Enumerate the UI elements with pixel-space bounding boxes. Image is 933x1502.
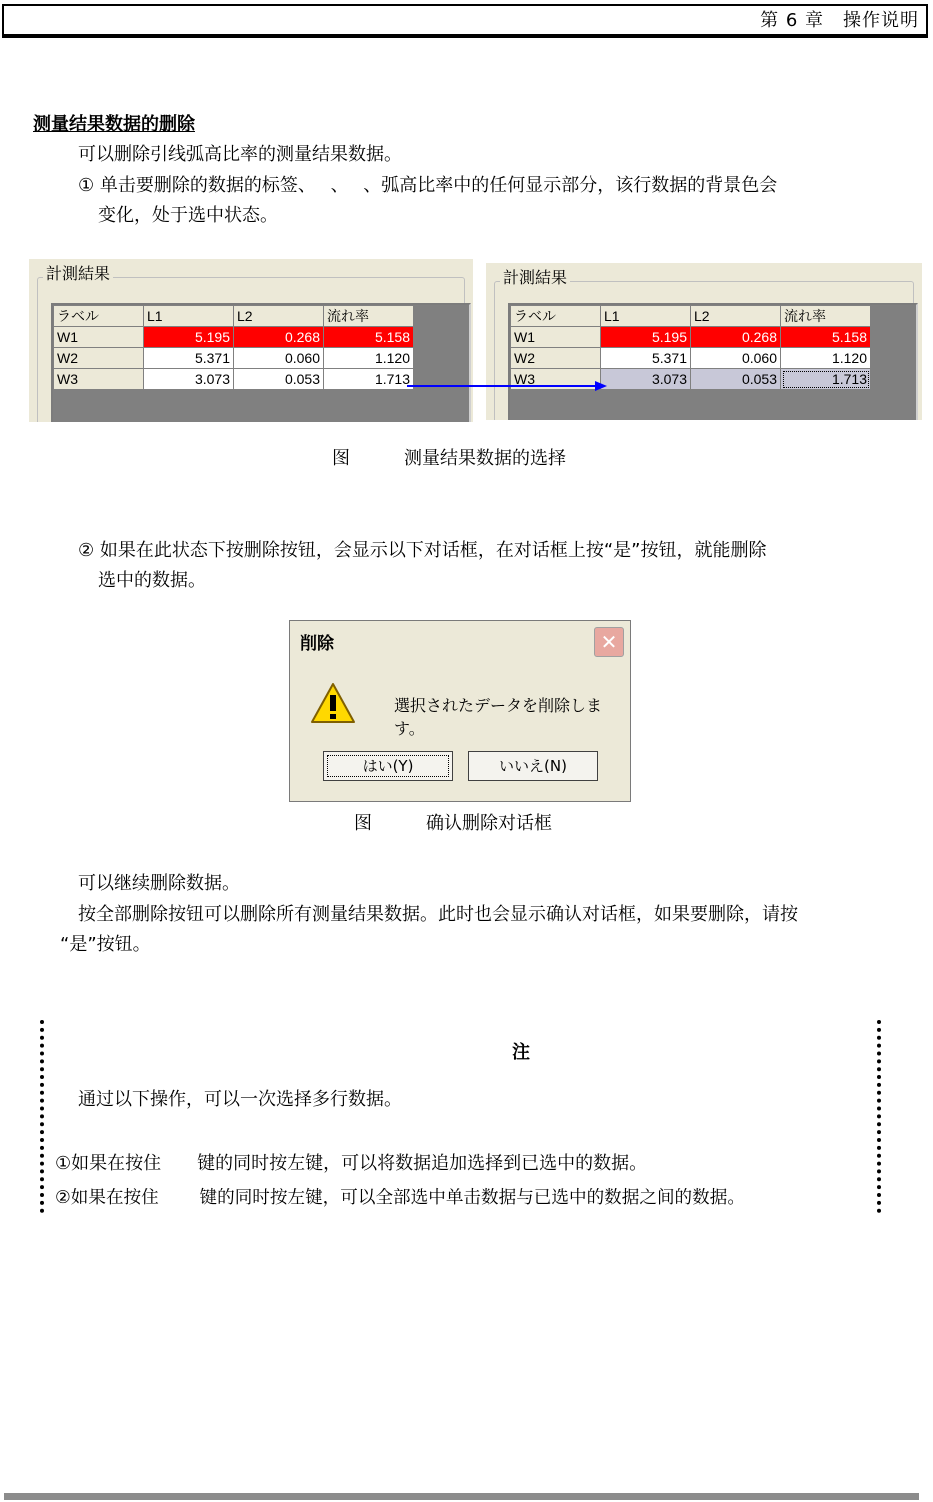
cell-value[interactable]: 0.053 <box>691 369 781 390</box>
cell-value[interactable]: 3.073 <box>601 369 691 390</box>
col-header-l1[interactable]: L1 <box>601 306 691 327</box>
table-row[interactable] <box>54 327 414 348</box>
close-icon[interactable]: ✕ <box>594 627 624 657</box>
cell-value[interactable]: 1.713 <box>781 369 871 390</box>
note-title: 注 <box>512 1042 530 1063</box>
groupbox-title: 計測結果 <box>43 263 113 285</box>
table-row[interactable] <box>54 369 414 390</box>
step1-line2: 变化，处于选中状态。 <box>98 205 278 226</box>
figure2-caption: 图 确认删除对话框 <box>354 813 552 834</box>
cell-value[interactable]: 0.268 <box>691 327 781 348</box>
dialog-message: 選択されたデータを削除します。 <box>394 696 603 738</box>
cell-value[interactable]: 5.158 <box>324 327 414 348</box>
col-header-ratio[interactable]: 流れ率 <box>324 306 414 327</box>
cell-value[interactable]: 1.713 <box>324 369 414 390</box>
chapter-title: 第 6 章 操作说明 <box>760 10 919 31</box>
footer-bar <box>4 1493 919 1500</box>
step2-line2: 选中的数据。 <box>98 570 206 591</box>
row-label[interactable]: W1 <box>511 327 601 348</box>
groupbox-title: 計測結果 <box>500 267 570 289</box>
intro-text: 可以删除引线弧高比率的测量结果数据。 <box>78 144 402 165</box>
cell-value[interactable]: 3.073 <box>144 369 234 390</box>
table-row[interactable] <box>511 327 871 348</box>
cell-value[interactable]: 0.060 <box>234 348 324 369</box>
cell-value[interactable]: 0.060 <box>691 348 781 369</box>
cell-value[interactable]: 1.120 <box>324 348 414 369</box>
delete-all-line1: 按全部删除按钮可以删除所有测量结果数据。此时也会显示确认对话框，如果要删除，请按 <box>78 904 798 925</box>
row-label[interactable]: W3 <box>54 369 144 390</box>
note-intro: 通过以下操作，可以一次选择多行数据。 <box>78 1089 402 1110</box>
table-row[interactable] <box>511 348 871 369</box>
col-header-l2[interactable]: L2 <box>234 306 324 327</box>
yes-button[interactable]: はい(Y) <box>323 751 453 781</box>
arrow-head <box>595 381 607 391</box>
step1-line1: ① 单击要删除的数据的标签、 、 、弧高比率中的任何显示部分，该行数据的背景色会 <box>78 175 778 196</box>
figure1-caption: 图 测量结果数据的选择 <box>332 448 566 469</box>
row-label[interactable]: W3 <box>511 369 601 390</box>
cell-value[interactable]: 0.053 <box>234 369 324 390</box>
result-panel-after <box>486 263 922 420</box>
note-item2: ②如果在按住 键的同时按左键，可以全部选中单击数据与已选中的数据之间的数据。 <box>55 1188 745 1208</box>
table-row[interactable] <box>54 348 414 369</box>
cell-value[interactable]: 5.158 <box>781 327 871 348</box>
no-button[interactable]: いいえ(N) <box>468 751 598 781</box>
col-header-l1[interactable]: L1 <box>144 306 234 327</box>
col-header-ratio[interactable]: 流れ率 <box>781 306 871 327</box>
result-panel-before <box>29 259 473 422</box>
row-label[interactable]: W2 <box>511 348 601 369</box>
row-label[interactable]: W1 <box>54 327 144 348</box>
row-label[interactable]: W2 <box>54 348 144 369</box>
note-border-left <box>40 1020 44 1213</box>
results-grid[interactable] <box>51 303 471 422</box>
results-grid[interactable] <box>508 303 918 420</box>
col-header-label[interactable]: ラベル <box>511 306 601 327</box>
cell-value[interactable]: 5.195 <box>144 327 234 348</box>
col-header-label[interactable]: ラベル <box>54 306 144 327</box>
note-border-right <box>877 1020 881 1213</box>
col-header-l2[interactable]: L2 <box>691 306 781 327</box>
cell-value[interactable]: 0.268 <box>234 327 324 348</box>
delete-all-line2: “是”按钮。 <box>60 934 151 955</box>
section-heading: 测量结果数据的删除 <box>33 114 195 135</box>
delete-confirm-dialog <box>289 620 631 802</box>
selection-arrow <box>405 378 610 394</box>
warning-icon <box>310 681 356 725</box>
cell-value[interactable]: 5.371 <box>601 348 691 369</box>
cell-value[interactable]: 5.195 <box>601 327 691 348</box>
cell-value[interactable]: 1.120 <box>781 348 871 369</box>
dialog-title: 削除 <box>300 634 334 654</box>
note-item1: ①如果在按住 键的同时按左键，可以将数据追加选择到已选中的数据。 <box>55 1153 648 1174</box>
step2-line1: ② 如果在此状态下按删除按钮，会显示以下对话框，在对话框上按“是”按钮，就能删除 <box>78 540 767 561</box>
cell-value[interactable]: 5.371 <box>144 348 234 369</box>
continue-text: 可以继续删除数据。 <box>78 873 240 894</box>
